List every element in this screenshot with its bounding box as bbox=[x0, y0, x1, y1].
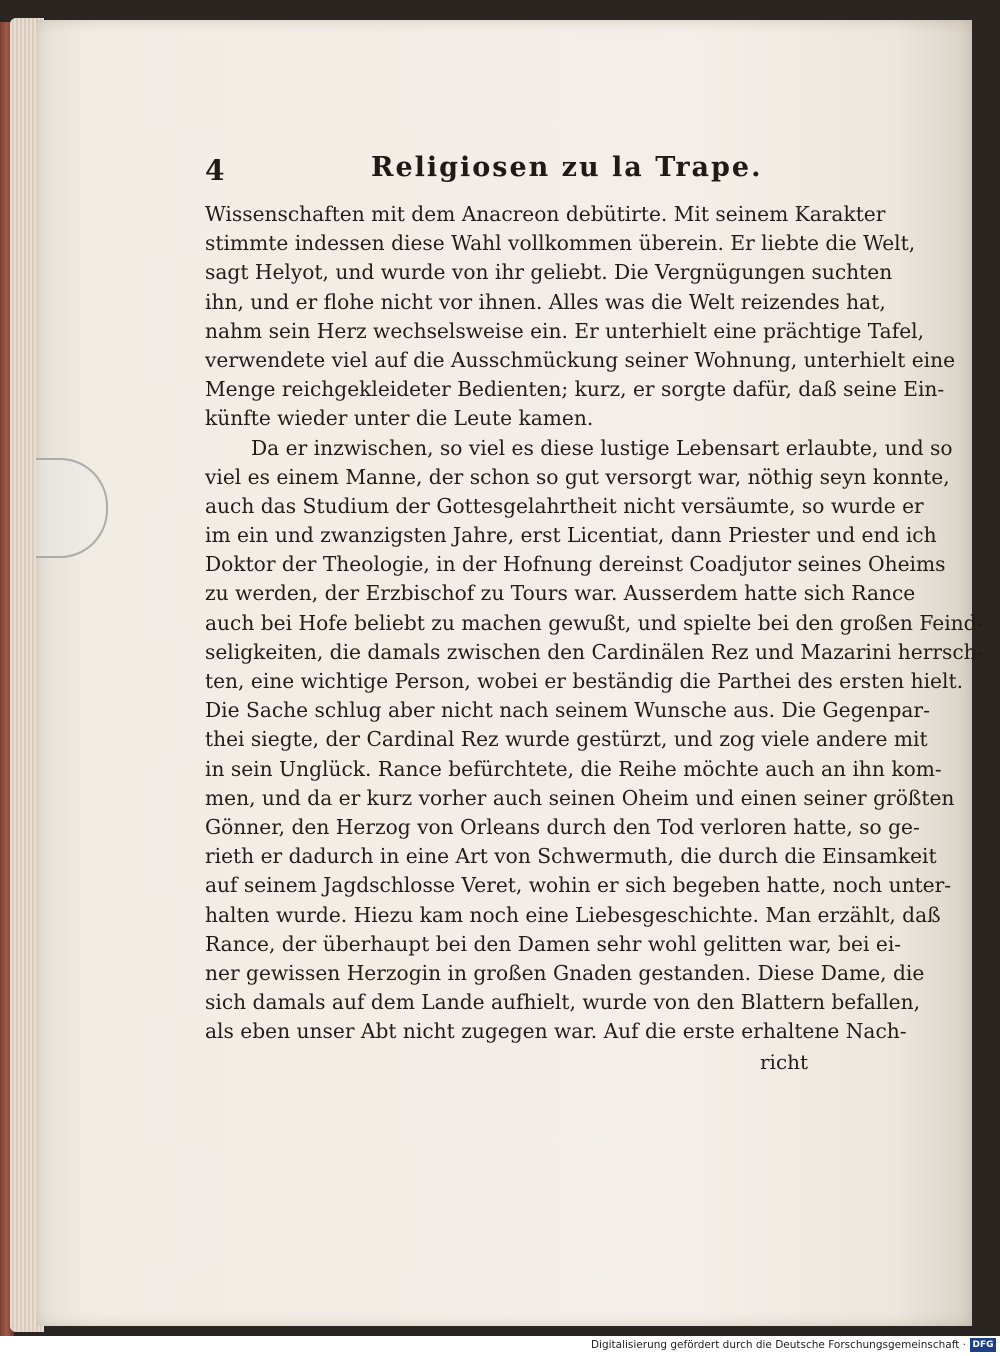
page-clip bbox=[36, 458, 108, 558]
text-line: Wissenschaften mit dem Anacreon debütirte. Mit seinem Karakter bbox=[205, 202, 886, 226]
running-head bbox=[205, 148, 835, 192]
text-line: künfte wieder unter die Leute kamen. bbox=[205, 406, 594, 431]
text-line: halten wurde. Hiezu kam noch eine Liebesgeschichte. Man erzählt, daß bbox=[205, 902, 941, 927]
text-line: auch das Studium der Gottesgelahrtheit nicht versäumte, so wurde er bbox=[205, 493, 924, 518]
text-line: als eben unser Abt nicht zugegen war. Auf die erste erhaltene Nach- bbox=[205, 1019, 907, 1044]
text-line: Doktor der Theologie, in der Hofnung dereinst Coadjutor seines Oheims bbox=[205, 552, 946, 577]
running-title: Religiosen zu la Trape. bbox=[371, 152, 763, 183]
footer-bar bbox=[0, 1336, 1000, 1356]
text-line: in sein Unglück. Rance befürchtete, die Reihe möchte auch an ihn kom- bbox=[205, 756, 942, 781]
text-line: auch bei Hofe beliebt zu machen gewußt, und spielte bei den großen Feind- bbox=[205, 610, 984, 635]
paragraph-1 bbox=[205, 200, 956, 434]
text-line: Gönner, den Herzog von Orleans durch den Tod verloren hatte, so ge- bbox=[205, 814, 920, 839]
text-line: auf seinem Jagdschlosse Veret, wohin er sich begeben hatte, noch unter- bbox=[205, 873, 952, 898]
text-line: sich damals auf dem Lande aufhielt, wurde von den Blattern befallen, bbox=[205, 990, 921, 1015]
text-line: Menge reichgekleideter Bedienten; kurz, er sorgte dafür, daß seine Ein- bbox=[205, 377, 945, 402]
catchword: richt bbox=[760, 1050, 809, 1074]
text-line: verwendete viel auf die Ausschmückung seiner Wohnung, unterhielt eine bbox=[205, 347, 956, 372]
text-line: nahm sein Herz wechselsweise ein. Er unterhielt eine prächtige Tafel, bbox=[205, 318, 925, 343]
dfg-logo: DFG bbox=[970, 1338, 996, 1352]
text-line: rieth er dadurch in eine Art von Schwermuth, die durch die Einsamkeit bbox=[205, 844, 937, 869]
text-line: Rance, der überhaupt bei den Damen sehr wohl gelitten war, bei ei- bbox=[205, 931, 902, 956]
text-line: viel es einem Manne, der schon so gut versorgt war, nöthig seyn konnte, bbox=[205, 464, 950, 489]
body-text bbox=[205, 200, 984, 1046]
page-number: 4 bbox=[205, 154, 225, 187]
text-line: ihn, und er flohe nicht vor ihnen. Alles was die Welt reizendes hat, bbox=[205, 289, 886, 314]
text-line: Die Sache schlug aber nicht nach seinem Wunsche aus. Die Gegenpar- bbox=[205, 698, 930, 723]
paragraph-2 bbox=[205, 434, 984, 1047]
text-line: Da er inzwischen, so viel es diese lustige Lebensart erlaubte, und so bbox=[251, 435, 953, 460]
text-line: zu werden, der Erzbischof zu Tours war. Ausserdem hatte sich Rance bbox=[205, 581, 916, 606]
text-line: stimmte indessen diese Wahl vollkommen überein. Er liebte die Welt, bbox=[205, 231, 916, 256]
text-line: sagt Helyot, und wurde von ihr geliebt. Die Vergnügungen suchten bbox=[205, 260, 893, 285]
text-line: ner gewissen Herzogin in großen Gnaden gestanden. Diese Dame, die bbox=[205, 960, 925, 985]
text-line: men, und da er kurz vorher auch seinen Oheim und einen seiner größten bbox=[205, 785, 955, 810]
text-line: ten, eine wichtige Person, wobei er beständig die Parthei des ersten hielt. bbox=[205, 669, 963, 693]
text-line: thei siegte, der Cardinal Rez wurde gestürzt, und zog viele andere mit bbox=[205, 727, 928, 752]
text-line: im ein und zwanzigsten Jahre, erst Licentiat, dann Priester und end ich bbox=[205, 523, 937, 548]
text-line: seligkeiten, die damals zwischen den Cardinälen Rez und Mazarini herrsch- bbox=[205, 639, 984, 664]
funding-credit: Digitalisierung gefördert durch die Deutsche Forschungsgemeinschaft · bbox=[590, 1339, 966, 1351]
